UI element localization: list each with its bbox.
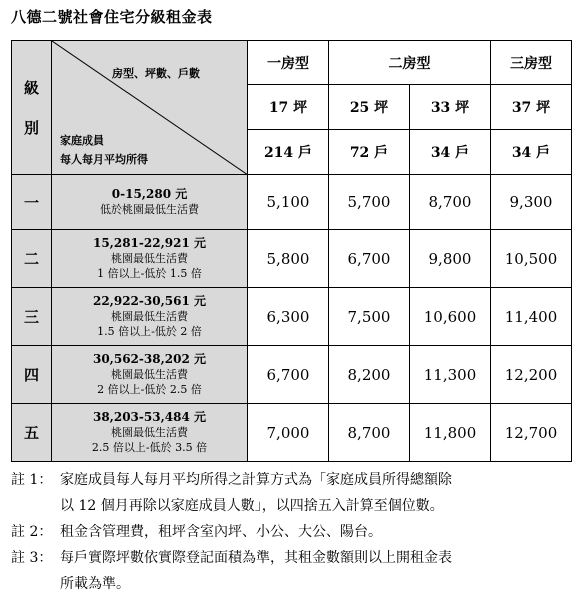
room-type-2: 二房型 <box>329 41 491 85</box>
rent-cell: 8,700 <box>410 175 491 230</box>
rent-cell: 5,800 <box>248 230 329 288</box>
income-desc-1: 桃園最低生活費 <box>111 426 188 439</box>
note-label: 註 3： <box>11 550 53 566</box>
income-cell <box>52 288 248 346</box>
income-desc-2: 2.5 倍以上-低於 3.5 倍 <box>91 441 208 454</box>
rent-cell: 6,700 <box>248 346 329 404</box>
notes <box>11 467 576 597</box>
note-3 <box>11 545 576 597</box>
table-row <box>12 175 572 230</box>
income-range: 22,922-30,561 元 <box>92 294 206 308</box>
diagonal-bottom-line-1: 家庭成員 <box>60 134 104 147</box>
diagonal-bottom-label <box>60 131 148 169</box>
rent-cell: 5,100 <box>248 175 329 230</box>
income-desc-2: 1.5 倍以上-低於 2 倍 <box>97 325 202 338</box>
table-row <box>12 346 572 404</box>
rent-cell: 12,200 <box>491 346 572 404</box>
page-title: 八德二號社會住宅分級租金表 <box>11 8 213 26</box>
income-cell <box>52 404 248 462</box>
size-cell: 37 坪 <box>491 85 572 130</box>
level-cell: 一 <box>12 175 52 230</box>
size-cell: 25 坪 <box>329 85 410 130</box>
rent-table <box>11 40 572 462</box>
units-cell: 72 戶 <box>329 130 410 175</box>
income-cell <box>52 230 248 288</box>
units-cell: 34 戶 <box>410 130 491 175</box>
level-cell: 三 <box>12 288 52 346</box>
income-range: 0-15,280 元 <box>111 187 188 201</box>
note-line: 家庭成員每人每月平均所得之計算方式為「家庭成員所得總額除 <box>60 472 452 488</box>
room-type-3: 三房型 <box>491 41 572 85</box>
level-header-label: 級 別 <box>23 78 39 137</box>
income-desc-2: 1 倍以上-低於 1.5 倍 <box>97 267 202 280</box>
note-label: 註 1： <box>11 472 53 488</box>
level-cell: 四 <box>12 346 52 404</box>
note-line: 以 12 個月再除以家庭成員人數」，以四捨五入計算至個位數。 <box>60 498 444 514</box>
note-text <box>60 519 576 545</box>
rent-cell: 9,300 <box>491 175 572 230</box>
diagonal-bottom-line-2: 每人每月平均所得 <box>60 153 148 166</box>
income-desc-2: 2 倍以上-低於 2.5 倍 <box>97 383 202 396</box>
level-cell: 二 <box>12 230 52 288</box>
note-label: 註 2： <box>11 524 53 540</box>
diagonal-header-cell <box>52 41 248 175</box>
rent-cell: 10,600 <box>410 288 491 346</box>
rent-cell: 7,500 <box>329 288 410 346</box>
rent-cell: 7,000 <box>248 404 329 462</box>
rent-cell: 12,700 <box>491 404 572 462</box>
table-row <box>12 288 572 346</box>
rent-cell: 11,800 <box>410 404 491 462</box>
size-cell: 17 坪 <box>248 85 329 130</box>
income-desc-1: 低於桃園最低生活費 <box>100 203 199 216</box>
income-range: 15,281-22,921 元 <box>92 236 206 250</box>
rent-cell: 9,800 <box>410 230 491 288</box>
level-header <box>12 41 52 175</box>
income-range: 38,203-53,484 元 <box>92 410 206 424</box>
income-desc-1: 桃園最低生活費 <box>111 252 188 265</box>
note-line: 每戶實際坪數依實際登記面積為準，其租金數額則以上開租金表 <box>60 550 452 566</box>
income-cell <box>52 175 248 230</box>
level-cell: 五 <box>12 404 52 462</box>
income-cell <box>52 346 248 404</box>
rent-cell: 6,300 <box>248 288 329 346</box>
rent-cell: 10,500 <box>491 230 572 288</box>
note-2 <box>11 519 576 545</box>
rent-cell: 8,200 <box>329 346 410 404</box>
rent-cell: 6,700 <box>329 230 410 288</box>
note-1 <box>11 467 576 519</box>
income-desc-1: 桃園最低生活費 <box>111 310 188 323</box>
rent-cell: 5,700 <box>329 175 410 230</box>
income-range: 30,562-38,202 元 <box>92 352 206 366</box>
units-cell: 214 戶 <box>248 130 329 175</box>
note-text <box>60 467 576 519</box>
note-line: 租金含管理費，租坪含室內坪、小公、大公、陽台。 <box>60 524 382 540</box>
size-cell: 33 坪 <box>410 85 491 130</box>
rent-cell: 11,300 <box>410 346 491 404</box>
rent-cell: 11,400 <box>491 288 572 346</box>
note-text <box>60 545 576 597</box>
income-desc-1: 桃園最低生活費 <box>111 368 188 381</box>
units-cell: 34 戶 <box>491 130 572 175</box>
table-row <box>12 404 572 462</box>
table-row <box>12 230 572 288</box>
diagonal-top-label: 房型、坪數、戶數 <box>112 67 200 80</box>
note-line: 所載為準。 <box>60 576 130 592</box>
room-type-1: 一房型 <box>248 41 329 85</box>
rent-cell: 8,700 <box>329 404 410 462</box>
header-row-room-type <box>12 41 572 85</box>
